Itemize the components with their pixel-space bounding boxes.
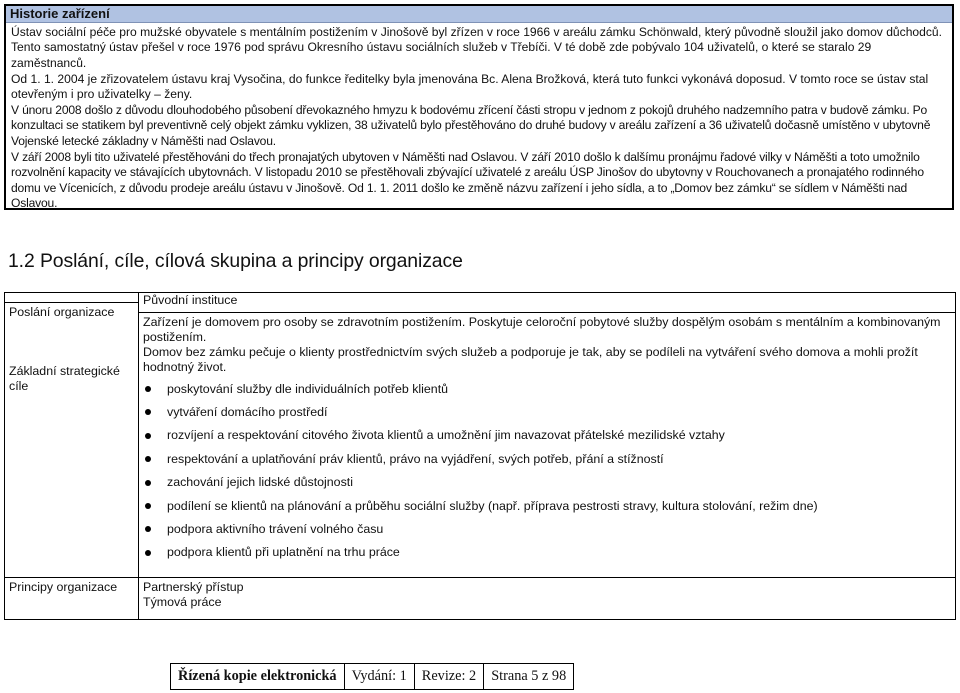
goal-item: zachování jejich lidské důstojnosti bbox=[143, 475, 951, 490]
footer-issue: Vydání: 1 bbox=[344, 664, 414, 690]
section-number: 1.2 bbox=[8, 250, 35, 272]
goal-item: respektování a uplatňování práv klientů, právo na vyjádření, svých potřeb, přání a stížností bbox=[143, 452, 951, 467]
table-header-empty-cell bbox=[5, 293, 139, 303]
section-title: Poslání, cíle, cílová skupina a principy organizace bbox=[39, 250, 463, 272]
footer-revision: Revize: 2 bbox=[414, 664, 483, 690]
history-paragraph-2: Od 1. 1. 2004 je zřizovatelem ústavu kraj Vysočina, do funkce ředitelky byla jmenována Bc. Alena Brožková, která tuto funkci vykonává doposud. V tomto roce se ústav stal otevřeným i pro uživatelky – ženy. bbox=[11, 71, 929, 102]
goal-item: poskytování služby dle individuálních potřeb klientů bbox=[143, 382, 951, 397]
mission-label: Poslání organizace bbox=[9, 305, 115, 319]
history-title: Historie zařízení bbox=[6, 6, 952, 23]
goal-item: rozvíjení a respektování citového života klientů a umožnění jim navazovat přátelské mezilidské vztahy bbox=[143, 428, 951, 443]
principles-label: Principy organizace bbox=[9, 579, 118, 594]
principle-item: Týmová práce bbox=[143, 594, 222, 609]
goal-item: podpora aktivního trávení volného času bbox=[143, 522, 951, 537]
principles-content-cell bbox=[139, 577, 956, 619]
goal-item: vytváření domácího prostředí bbox=[143, 405, 951, 420]
history-paragraph-1: Ústav sociální péče pro mužské obyvatele s mentálním postižením v Jinošově byl zřízen v roce 1966 v areálu zámku Schönwald, který původně sloužil jako domov důchodců. Tento samostatný ústav přešel v roce 1976 pod správu Okresního ústavu sociálních služeb v Třebíči. V té době zde pobývalo 104 uživatelů, o které se staralo 29 zaměstnanců. bbox=[11, 25, 943, 70]
table-row-principles bbox=[5, 577, 956, 619]
history-paragraph-3: V únoru 2008 došlo z důvodu dlouhodobého působení dřevokazného hmyzu k bodovému zřícení části stropu v jednom z pokojů druhého nadzemního patra v budově zámku. Po konzultaci se statikem byl preventivně celý objekt zámku vyklizen, 38 uživatelů bylo přestěhováno do druhé budovy v areálu zařízení a 36 uživatelů dočasně umístěno v ubytovně Vojenské letecké základny v Náměšti nad Oslavou. bbox=[11, 103, 931, 148]
goals-list bbox=[143, 382, 951, 561]
goals-label: Základní strategické cíle bbox=[9, 364, 120, 394]
history-paragraph-4: V září 2008 byli tito uživatelé přestěhováni do třech pronajatých ubytoven v Náměšti nad Oslavou. V září 2010 došlo k dalšímu pronájmu řadové vilky v Náměšti a toto umožnilo rozvolnění kapacity ve stávajících ubytovnách. V listopadu 2010 se přestěhovali zbývající uživatelé z areálu ÚSP Jinošov do ubytovny v Rouchovanech a pronajatého rodinného domu ve Vícenicích, z důvodu prodeje areálu ústavu v Jinošově. Od 1. 1. 2011 došlo ke změně názvu zařízení i jeho sídla, a to „Domov bez zámku“ se sídlem v Náměšti nad Oslavou. bbox=[11, 149, 924, 210]
principle-item: Partnerský přístup bbox=[143, 579, 244, 594]
footer-controlled-copy: Řízená kopie elektronická bbox=[171, 664, 345, 690]
document-footer bbox=[170, 663, 574, 690]
footer-row bbox=[171, 664, 574, 690]
mission-content-cell bbox=[139, 312, 956, 577]
section-heading bbox=[8, 249, 463, 273]
history-box bbox=[4, 4, 954, 210]
footer-page-number: Strana 5 z 98 bbox=[484, 664, 574, 690]
principles-label-cell bbox=[5, 577, 139, 619]
table-header-cell bbox=[139, 293, 956, 313]
table-header-label: Původní instituce bbox=[143, 293, 238, 307]
mission-paragraph-1: Zařízení je domovem pro osoby se zdravotním postižením. Poskytuje celoroční pobytové služby dospělým osobám s mentálním a kombinovaným postižením. bbox=[143, 314, 941, 344]
table-header-row bbox=[5, 293, 956, 303]
history-body bbox=[6, 23, 952, 211]
table-row-goals bbox=[5, 312, 956, 577]
mission-paragraph-2: Domov bez zámku pečuje o klienty prostřednictvím svých služeb a podporuje je tak, aby se podíleli na vytváření svého domova a mohli prožít hodnotný život. bbox=[143, 345, 918, 375]
goal-item: podílení se klientů na plánování a průběhu sociální služby (např. příprava pestrosti stravy, kultura stolování, režim dne) bbox=[143, 499, 951, 514]
organization-table bbox=[4, 292, 956, 620]
mission-label-cell bbox=[5, 303, 139, 578]
goal-item: podpora klientů při uplatnění na trhu práce bbox=[143, 545, 951, 560]
